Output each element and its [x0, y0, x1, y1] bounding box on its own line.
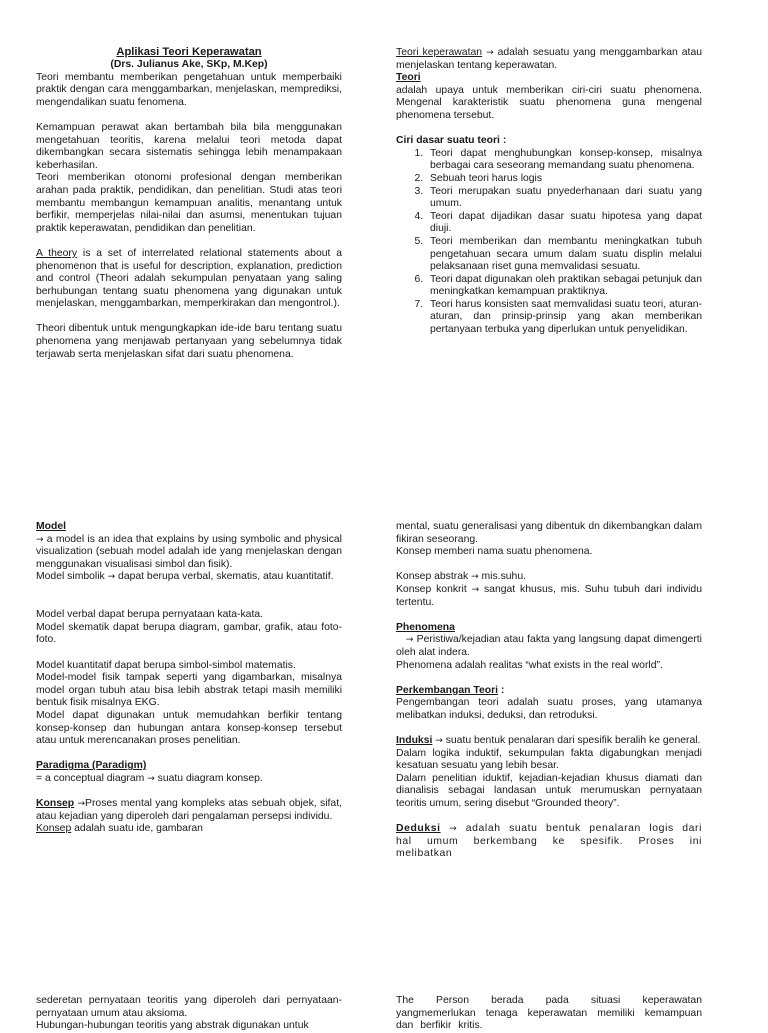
theory-definition: is a set of interrelated relational statements about a phenomenon that is useful for description, explanation, prediction and control (Theori adalah sekumpulan penyataan yang saling berhubungan tentang suatu phenomena yang digunakan untuk menjelaskan, menggambarkan, memperkirakan dan mengontrol.). — [36, 247, 343, 310]
ciri-dasar-list — [396, 148, 702, 337]
induksi-heading: Induksi — [396, 735, 433, 747]
deduksi-continued: sederetan pernyataan teoritis yang diperoleh dari pernyataan-pernyataan umum atau aksioma. — [36, 995, 342, 1019]
arrow-right-icon: → — [486, 48, 494, 58]
paradigma-heading: Paradigma (Paradigm) — [36, 760, 147, 772]
page1-right-column — [396, 47, 702, 337]
otonomi-paragraph: Teori memberikan otonomi profesional dengan memberikan arahan pada praktik, pendidikan, dan penelitian. Studi atas teori membantu membangun kemampuan analitis, menantang untuk berfikir, memperjelas nilai-nilai dan asumsi, menentukan tujuan praktik keperawatan, pendidikan dan penelitian. — [36, 172, 342, 234]
arrow-right-icon: → — [36, 534, 44, 545]
page3-left-column — [36, 995, 342, 1033]
arrow-right-icon: → — [471, 584, 480, 595]
paradigma-definition: = a conceptual diagram → suatu diagram konsep. — [36, 772, 263, 784]
induksi-penelitian: Dalam penelitian iduktif, kejadian-kejadian khusus diamati dan dianalisis sebagai landasan untuk merumuskan pernyataan teoritis umum, sering disebut “Grounded theory”. — [396, 772, 702, 810]
model-heading: Model — [36, 521, 67, 532]
model-kuantitatif: Model kuantitatif dapat berupa simbol-simbol matematis. — [36, 659, 296, 671]
list-item: 1. Teori dapat menghubungkan konsep-konsep, misalnya berbagai cara seseorang memandang suatu phenomena. — [426, 148, 702, 173]
konsep-definition: Konsep →Proses mental yang kompleks atas sebuah objek, sifat, atau kejadian yang diperoleh dari pengalaman persepsi individu. — [36, 798, 342, 822]
deduksi-heading: Deduksi — [396, 823, 441, 835]
teori-definition: adalah upaya untuk memberikan ciri-ciri suatu phenomena. Mengenal karakteristik suatu phenomena guna mengenal phenomena tersebut. — [396, 84, 702, 121]
konsep-abstrak: Konsep abstrak → mis.suhu. — [396, 571, 526, 583]
list-item: 4. Teori dapat dijadikan dasar suatu hipotesa yang dapat diuji. — [426, 211, 702, 236]
konsep-heading: Konsep — [36, 798, 75, 810]
arrow-right-icon: → — [435, 736, 443, 747]
induksi-logika: Dalam logika induktif, sekumpulan fakta digabungkan menjadi kesatuan sesuatu yang lebih besar. — [396, 747, 702, 772]
arrow-right-icon: → — [107, 572, 116, 583]
perkembangan-heading-line: Perkembangan Teori : — [396, 684, 505, 696]
page1-left-column — [36, 46, 342, 361]
intro-paragraph: Teori membantu memberikan pengetahuan untuk memperbaiki praktik dengan cara menggambarkan, menjelaskan, memprediksi, mengendalikan suatu fenomena. — [36, 71, 342, 108]
hubungan-teoritis: Hubungan-hubungan teoritis yang abstrak digunakan untuk — [36, 1020, 309, 1032]
page2-right-column — [396, 521, 702, 861]
document-title: Aplikasi Teori Keperawatan — [116, 46, 262, 58]
konsep-ide: Konsep adalah suatu ide, gambaran — [36, 823, 203, 835]
list-item: 2. Sebuah teori harus logis — [426, 173, 702, 186]
arrow-right-icon: → — [147, 773, 155, 784]
list-item: 5. Teori memberikan dan membantu meningkatkan tubuh pengetahuan secara umum dalam suatu displin melalui pelaksanaan riset guna memvalidasi sesuatu. — [426, 236, 702, 274]
model-fisik: Model-model fisik tampak seperti yang digambarkan, misalnya model organ tubuh atau bisa lebih abstrak tetapi masih memiliki bentuk fisik misalnya EKG. — [36, 672, 342, 709]
konsep-term: Konsep — [36, 823, 72, 835]
phenomena-real: Phenomena adalah realitas “what exists in the real world”. — [396, 659, 663, 671]
theory-definition-paragraph — [36, 248, 342, 311]
arrow-right-icon: → — [449, 824, 458, 835]
document-author: (Drs. Julianus Ake, SKp, M.Kep) — [110, 59, 268, 70]
page3-right-column — [396, 995, 702, 1033]
list-item: 3. Teori merupakan suatu pnyederhanaan dari suatu yang umum. — [426, 186, 702, 211]
model-verbal: Model verbal dapat berupa pernyataan kata-kata. — [36, 609, 264, 621]
teori-keperawatan-paragraph — [396, 47, 702, 72]
model-guna: Model dapat digunakan untuk memudahkan berfikir tentang konsep-konsep dan hubungan antara konsep-konsep tersebut atau untuk merencanakan proses penelitian. — [36, 709, 342, 747]
induksi-definition: Induksi → suatu bentuk penalaran dari spesifik beralih ke general. — [396, 735, 701, 747]
list-item: 7. Teori harus konsisten saat memvalidasi suatu teori, aturan-aturan, dan prinsip-prinsip yang akan memberikan pertanyaan terbuka yang diperlukan untuk penyelidikan. — [426, 299, 702, 337]
ciri-dasar-heading: Ciri dasar suatu teori : — [396, 135, 507, 147]
model-simbolik: Model simbolik → dapat berupa verbal, skematis, atau kuantitatif. — [36, 571, 334, 583]
phenomena-definition: → Peristiwa/kejadian atau fakta yang langsung dapat dimengerti oleh alat indera. — [396, 634, 702, 658]
konsep-continued: mental, suatu generalisasi yang dibentuk dn dikembangkan dalam fikiran seseorang. — [396, 521, 702, 545]
konsep-nama: Konsep memberi nama suatu phenomena. — [396, 546, 593, 558]
teori-keperawatan-term: Teori keperawatan — [396, 47, 483, 58]
dibentuk-paragraph: Theori dibentuk untuk mengungkapkan ide-ide baru tentang suatu phenomena yang menjawab pertanyaan yang sebelumnya tidak terjawab serta menjelaskan sifat dari suatu phenomena. — [36, 323, 342, 360]
page2-left-column — [36, 521, 342, 836]
konsep-konkrit: Konsep konkrit → sangat khusus, mis. Suhu tubuh dari individu tertentu. — [396, 583, 702, 608]
phenomena-heading: Phenomena — [396, 621, 455, 633]
model-definition: → a model is an idea that explains by using symbolic and physical visualization (sebuah model adalah ide yang menjelaskan dengan menggunakan visualisasi simbol dan fisik). — [36, 533, 342, 570]
model-skematik: Model skematik dapat berupa diagram, gambar, grafik, atau foto-foto. — [36, 621, 342, 646]
perkembangan-heading: Perkembangan Teori — [396, 684, 499, 696]
teori-keperawatan-definition: adalah sesuatu yang menggambarkan atau menjelaskan tentang keperawatan. — [396, 47, 703, 71]
deduksi-definition: Deduksi → adalah suatu bentuk penalaran logis dari hal umum berkembang ke spesifik. Proses ini melibatkan — [396, 823, 702, 860]
arrow-right-icon: → — [471, 572, 479, 583]
arrow-right-icon: → — [405, 635, 414, 646]
list-item: 6. Teori dapat digunakan oleh praktikan sebagai petunjuk dan meningkatkan kemampuan praktiknya. — [426, 274, 702, 299]
teori-heading: Teori — [396, 72, 421, 84]
arrow-right-icon: → — [77, 799, 86, 810]
the-person-paragraph: The Person berada pada situasi keperawatan yangmemerlukan tenaga keperawatan memiliki kemampuan dan berfikir kritis. — [396, 995, 702, 1032]
kemampuan-paragraph: Kemampuan perawat akan bertambah bila bila menggunakan mengetahuan teoritis, karena melalui teori metoda dapat dikembangkan secara sistematis sehingga lebih menampakaan keberhasilan. — [36, 121, 342, 171]
perkembangan-definition: Pengembangan teori adalah suatu proses, yang utamanya melibatkan induksi, deduksi, dan retroduksi. — [396, 697, 702, 721]
theory-term: A theory — [36, 247, 78, 259]
